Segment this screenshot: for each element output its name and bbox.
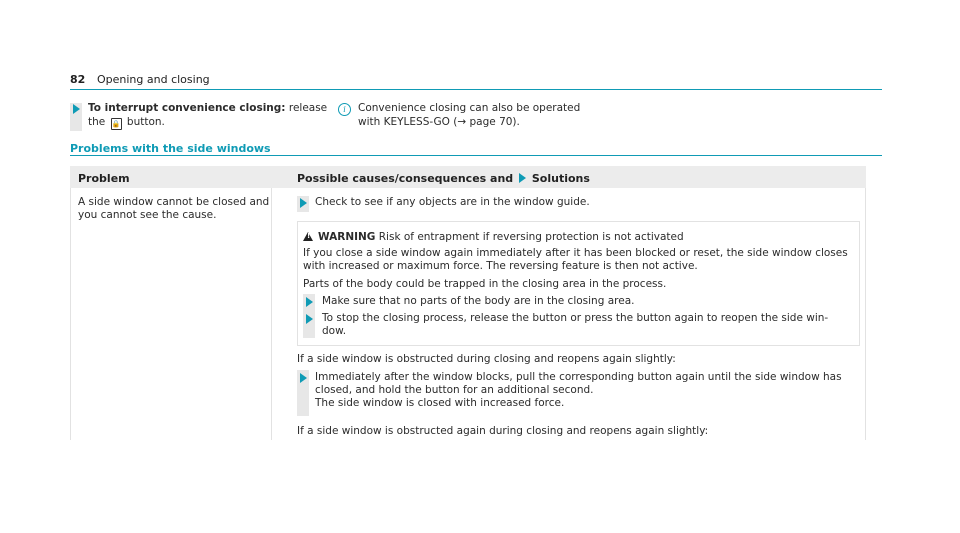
table-left-border [70, 188, 71, 440]
warning-step-a: Make sure that no parts of the body are in the closing area. [322, 295, 635, 307]
section-divider [70, 155, 882, 156]
warning-heading [318, 231, 684, 244]
column-header-solutions [297, 172, 590, 185]
interrupt-instruction-line2 [88, 116, 165, 130]
column-header-solutions-post: Solutions [531, 172, 590, 185]
interrupt-instruction-line1 [88, 102, 327, 115]
warning-label: WARNING [318, 231, 376, 243]
obstructed-text-2: If a side window is obstructed again during closing and reopens again slightly: [297, 425, 709, 437]
step2-line3: The side window is closed with increased force. [315, 397, 565, 409]
interrupt-line1-rest: release [285, 102, 328, 114]
warning-step-b-line1: To stop the closing process, release the button or press the button again to reopen the side win- [322, 312, 829, 324]
page-header-title: Opening and closing [97, 73, 210, 86]
warning-p1-line2: with increased or maximum force. The reversing feature is then not active. [303, 260, 698, 272]
keyless-note-line2[interactable]: with KEYLESS-GO (→ page 70). [358, 116, 520, 128]
interrupt-line2-post: button. [126, 116, 165, 128]
step2-line1: Immediately after the window blocks, pull the corresponding button again until the side window has [315, 371, 842, 383]
interrupt-heading: To interrupt convenience closing: [88, 102, 286, 114]
warning-step-b-line2: dow. [322, 325, 347, 337]
section-title: Problems with the side windows [70, 142, 271, 155]
problem-line1: A side window cannot be closed and [78, 196, 270, 208]
column-header-problem: Problem [78, 172, 130, 185]
page-number: 82 [70, 73, 86, 86]
step2-arrow-icon [300, 373, 307, 383]
header-divider [70, 89, 882, 90]
warning-triangle-icon: ! [303, 232, 313, 241]
warning-p1-line1: If you close a side window again immediately after it has been blocked or reset, the side window closes [303, 247, 848, 259]
instruction-arrow-icon [73, 104, 80, 114]
step2-line2: closed, and hold the button for an additional second. [315, 384, 594, 396]
warning-step-a-arrow-icon [306, 297, 313, 307]
column-header-solutions-pre: Possible causes/consequences and [297, 172, 514, 185]
interrupt-line2-pre: the [88, 116, 106, 128]
step1-text: Check to see if any objects are in the window guide. [315, 196, 590, 208]
table-column-divider [271, 188, 272, 440]
info-icon: i [338, 103, 351, 116]
step1-arrow-icon [300, 198, 307, 208]
warning-label-rest: Risk of entrapment if reversing protection is not activated [375, 231, 684, 243]
solutions-arrow-icon [519, 173, 526, 183]
table-right-border [865, 188, 866, 440]
problem-line2: you cannot see the cause. [78, 209, 217, 221]
obstructed-text-1: If a side window is obstructed during closing and reopens again slightly: [297, 353, 676, 365]
warning-p2: Parts of the body could be trapped in the closing area in the process. [303, 278, 667, 290]
warning-step-b-arrow-icon [306, 314, 313, 324]
keyless-note-line1: Convenience closing can also be operated [358, 102, 581, 114]
lock-button-icon: 🔒 [111, 120, 121, 128]
